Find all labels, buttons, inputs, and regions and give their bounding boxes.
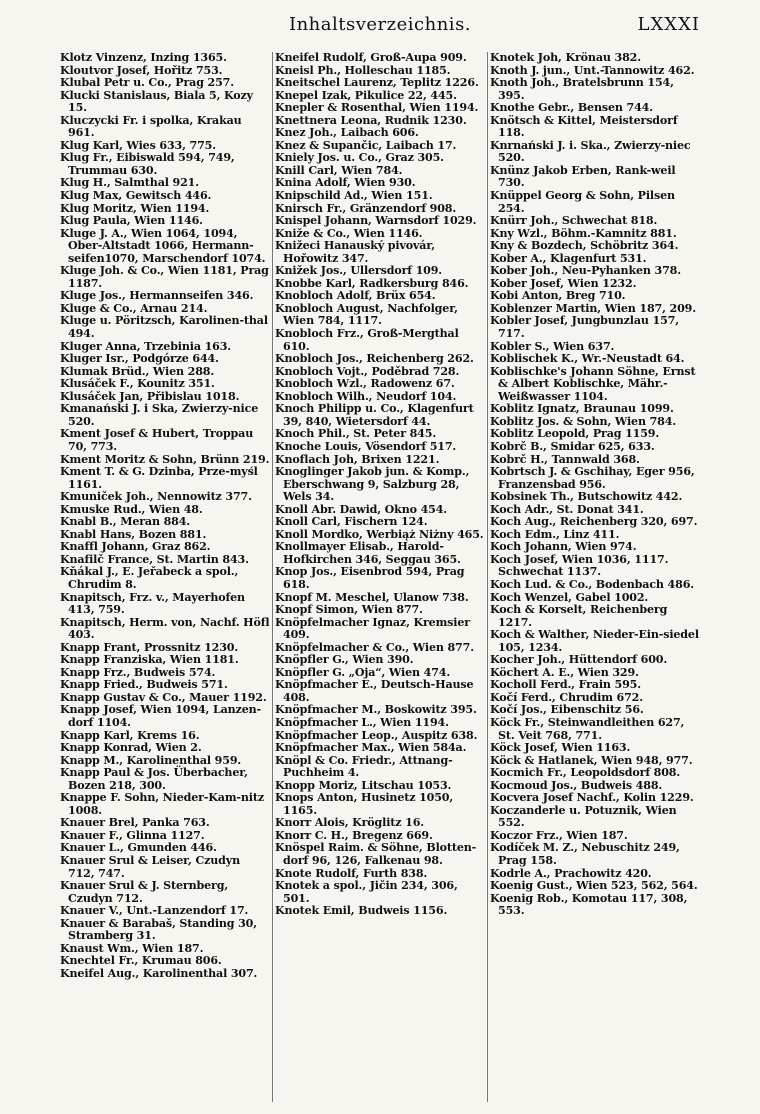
index-entry: Klusáček F., Kounitz 351.	[60, 377, 215, 391]
index-entry: Kneifel Aug., Karolinenthal 307.	[60, 966, 258, 980]
index-entry: Kneifel Rudolf, Groß-Aupa 909.	[275, 52, 467, 64]
index-column-2	[275, 52, 485, 1102]
index-entry: Koblitz Ignatz, Braunau 1099.	[490, 402, 674, 416]
index-entry: Klotz Vinzenz, Inzing 1365.	[60, 52, 227, 64]
index-entry: Knoch Philipp u. Co., Klagenfurt 39, 840, Wietersdorf 44.	[275, 402, 474, 428]
index-entry: Kluge J. A., Wien 1064, 1094, Ober-Altstadt 1066, Hermann-seifen1070, Marschendorf 1074.	[60, 226, 266, 265]
index-entry: Knapp Frant, Prossnitz 1230.	[60, 640, 239, 654]
index-entry: Knöpfmacher Max., Wien 584a.	[275, 741, 467, 755]
index-entry: Knote Rudolf, Furth 838.	[275, 866, 428, 880]
index-entry: Knauer V., Unt.-Lanzendorf 17.	[60, 904, 249, 918]
index-entry: Kluge Joh. & Co., Wien 1181, Prag 1187.	[60, 264, 269, 290]
index-entry: Kocmich Fr., Leopoldsdorf 808.	[490, 766, 681, 780]
index-entry: Knafilč France, St. Martin 843.	[60, 552, 249, 566]
index-entry: Knabl B., Meran 884.	[60, 515, 191, 529]
index-entry: Knoth J. jun., Unt.-Tannowitz 462.	[490, 63, 695, 77]
index-entry: Knoche Louis, Vösendorf 517.	[275, 439, 457, 453]
index-entry: Knapp Paul & Jos. Überbacher, Bozen 218, 300.	[60, 766, 248, 792]
index-entry: Knoll Carl, Fischern 124.	[275, 515, 428, 529]
index-entry: Knepler & Rosenthal, Wien 1194.	[275, 101, 479, 115]
index-entry: Kobrč H., Tannwald 368.	[490, 452, 640, 466]
index-entry: Koblischek K., Wr.-Neustadt 64.	[490, 352, 685, 366]
index-entry: Knapp Franziska, Wien 1181.	[60, 653, 239, 667]
index-entry: Kluge u. Pöritzsch, Karolinen-thal 494.	[60, 314, 268, 341]
index-entry: Knižeci Hanauský pivovár, Hořowitz 347.	[275, 239, 435, 265]
index-entry: Knobbe Karl, Radkersburg 846.	[275, 276, 469, 290]
index-entry: Knettnera Leona, Rudnik 1230.	[275, 113, 467, 127]
index-entry: Koczanderle u. Potuznik, Wien 552.	[490, 803, 677, 830]
index-entry: Knipschild Ad., Wien 151.	[275, 189, 433, 203]
index-entry: Knöpfelmacher & Co., Wien 877.	[275, 640, 474, 654]
index-entry: Knorr C. H., Bregenz 669.	[275, 828, 433, 842]
index-entry: Koch Johann, Wien 974.	[490, 540, 637, 554]
index-entry: Kobrč B., Smidar 625, 633.	[490, 439, 655, 453]
index-entry: Koch Wenzel, Gabel 1002.	[490, 590, 649, 604]
index-entry: Kobler Josef, Jungbunzlau 157, 717.	[490, 314, 679, 341]
index-entry: Knrnański J. i. Ska., Zwierzy-niec 520.	[490, 138, 691, 165]
index-entry: Kočí Jos., Eibenschitz 56.	[490, 703, 644, 717]
index-entry: Knispel Johann, Warnsdorf 1029.	[275, 214, 477, 228]
index-entry: Knapp Karl, Krems 16.	[60, 728, 200, 742]
index-entry: Knürr Joh., Schwechat 818.	[490, 214, 658, 228]
column-divider	[272, 52, 273, 1102]
index-entry: Kny Wzl., Böhm.-Kamnitz 881.	[490, 226, 677, 240]
page-header	[60, 14, 700, 40]
index-entry: Knapp Fried., Budweis 571.	[60, 678, 228, 692]
index-entry: Knižek Jos., Ullersdorf 109.	[275, 264, 443, 278]
index-entry: Koch Adr., St. Donat 341.	[490, 502, 644, 516]
index-entry: Kment T. & G. Dzinba, Prze-myśl 1161.	[60, 465, 258, 491]
index-entry: Kobi Anton, Breg 710.	[490, 289, 626, 303]
index-entry: Koczor Frz., Wien 187.	[490, 828, 628, 842]
index-entry: Kocher Joh., Hüttendorf 600.	[490, 653, 668, 667]
index-entry: Knops Anton, Husinetz 1050, 1165.	[275, 791, 454, 817]
index-entry: Knöpfmacher L., Wien 1194.	[275, 715, 449, 729]
index-entry: Koch Josef, Wien 1036, 1117. Schwechat 1137.	[490, 552, 669, 579]
index-entry: Knirsch Fr., Gränzendorf 908.	[275, 201, 457, 215]
index-entry: Knöpfelmacher Ignaz, Kremsier 409.	[275, 615, 470, 642]
index-entry: Kmanański J. i Ska, Zwierzy-nice 520.	[60, 402, 259, 428]
index-entry: Knauer F., Glinna 1127.	[60, 828, 205, 842]
index-entry: Koch Edm., Linz 411.	[490, 527, 620, 541]
index-entry: Knobloch Adolf, Brüx 654.	[275, 289, 436, 303]
index-entry: Kment Moritz & Sohn, Brünn 219.	[60, 452, 270, 466]
index-entry: Kmuske Rud., Wien 48.	[60, 502, 203, 516]
index-entry: Knotek Emil, Budweis 1156.	[275, 904, 448, 918]
index-entry: Kloutvor Josef, Hořitz 753.	[60, 63, 223, 77]
index-entry: Knopf Simon, Wien 877.	[275, 603, 423, 617]
index-entry: Knobloch Jos., Reichenberg 262.	[275, 352, 474, 366]
index-columns	[60, 52, 700, 1102]
index-entry: Kneitschel Laurenz, Teplitz 1226.	[275, 76, 479, 90]
index-entry: Knop Jos., Eisenbrod 594, Prag 618.	[275, 565, 465, 591]
index-entry: Knobloch August, Nachfolger, Wien 784, 1117.	[275, 301, 458, 328]
index-entry: Kocholl Ferd., Frain 595.	[490, 678, 641, 692]
index-entry: Knapp Josef, Wien 1094, Lanzen-dorf 1104.	[60, 703, 261, 729]
index-entry: Kočí Ferd., Chrudim 672.	[490, 690, 643, 704]
index-entry: Knabl Hans, Bozen 881.	[60, 527, 207, 541]
index-entry: Knapp Gustav & Co., Mauer 1192.	[60, 690, 267, 704]
index-entry: Knapitsch, Frz. v., Mayerhofen 413, 759.	[60, 590, 245, 617]
index-entry: Kmuniček Joh., Nennowitz 377.	[60, 490, 252, 504]
index-entry: Kodíček M. Z., Nebuschitz 249, Prag 158.	[490, 841, 680, 867]
index-entry: Knothe Gebr., Bensen 744.	[490, 101, 653, 115]
index-entry: Kniže & Co., Wien 1146.	[275, 226, 423, 240]
index-entry: Kodrle A., Prachowitz 420.	[490, 866, 652, 880]
index-entry: Kniely Jos. u. Co., Graz 305.	[275, 151, 444, 165]
index-entry: Kobsinek Th., Butschowitz 442.	[490, 490, 683, 504]
index-entry: Knöspel Raim. & Söhne, Blotten-dorf 96, 126, Falkenau 98.	[275, 841, 477, 867]
index-entry: Kober Josef, Wien 1232.	[490, 276, 637, 290]
index-entry: Knoll Abr. Dawid, Okno 454.	[275, 502, 448, 516]
index-entry: Klusáček Jan, Přibislau 1018.	[60, 389, 240, 403]
index-entry: Knobloch Frz., Groß-Mergthal 610.	[275, 327, 459, 353]
index-entry: Knauer L., Gmunden 446.	[60, 841, 217, 855]
index-entry: Knepel Izak, Pikulice 22, 445.	[275, 88, 457, 102]
index-entry: Koenig Gust., Wien 523, 562, 564.	[490, 879, 698, 893]
index-entry: Knopf M. Meschel, Ulanow 738.	[275, 590, 469, 604]
index-entry: Knöpfler G., Wien 390.	[275, 653, 414, 667]
index-entry: Koch Aug., Reichenberg 320, 697.	[490, 515, 698, 529]
index-entry: Köchert A. E., Wien 329.	[490, 665, 639, 679]
index-entry: Kober Joh., Neu-Pyhanken 378.	[490, 264, 681, 278]
index-entry: Kny & Bozdech, Schöbritz 364.	[490, 239, 679, 253]
index-entry: Kobrtsch J. & Gschihay, Eger 956, Franzensbad 956.	[490, 465, 695, 491]
index-entry: Klug Fr., Eibiswald 594, 749, Trummau 630.	[60, 151, 235, 177]
index-entry: Knapp M., Karolinenthal 959.	[60, 753, 242, 767]
index-entry: Klubal Petr u. Co., Prag 257.	[60, 76, 234, 90]
index-entry: Kluczycki Fr. i spolka, Krakau 961.	[60, 113, 242, 140]
index-entry: Kobler S., Wien 637.	[490, 339, 615, 353]
index-entry: Kluger Isr., Podgórze 644.	[60, 352, 219, 366]
index-entry: Kment Josef & Hubert, Troppau 70, 773.	[60, 427, 254, 453]
index-entry: Knappe F. Sohn, Nieder-Kam-nitz 1008.	[60, 791, 264, 817]
index-entry: Knotek Joh, Krönau 382.	[490, 52, 641, 64]
index-entry: Kluge Jos., Hermannseifen 346.	[60, 289, 254, 303]
index-entry: Knobloch Wilh., Neudorf 104.	[275, 389, 457, 403]
column-divider	[487, 52, 488, 1102]
index-entry: Knechtel Fr., Krumau 806.	[60, 954, 222, 968]
index-entry: Klug Karl, Wies 633, 775.	[60, 138, 216, 152]
index-entry: Klucki Stanislaus, Biala 5, Kozy 15.	[60, 88, 253, 115]
index-entry: Knoch Phil., St. Peter 845.	[275, 427, 437, 441]
index-entry: Klumak Brüd., Wien 288.	[60, 364, 215, 378]
index-entry: Koenig Rob., Komotau 117, 308, 553.	[490, 891, 688, 918]
index-entry: Klug Moritz, Wien 1194.	[60, 201, 210, 215]
index-entry: Koblenzer Martin, Wien 187, 209.	[490, 301, 696, 315]
index-entry: Knapp Frz., Budweis 574.	[60, 665, 216, 679]
index-entry: Köck & Hatlanek, Wien 948, 977.	[490, 753, 693, 767]
index-entry: Knaffl Johann, Graz 862.	[60, 540, 211, 554]
index-entry: Klug Paula, Wien 1146.	[60, 214, 203, 228]
index-entry: Knina Adolf, Wien 930.	[275, 176, 416, 190]
index-entry: Knauer Srul & J. Sternberg, Czudyn 712.	[60, 879, 229, 905]
index-entry: Knez Joh., Laibach 606.	[275, 126, 419, 140]
page-number: LXXXI	[637, 14, 700, 35]
index-entry: Knobloch Vojt., Poděbrad 728.	[275, 364, 460, 378]
index-entry: Knaust Wm., Wien 187.	[60, 941, 204, 955]
index-entry: Knoflach Joh, Brixen 1221.	[275, 452, 440, 466]
index-entry: Köck Josef, Wien 1163.	[490, 741, 631, 755]
index-entry: Kober A., Klagenfurt 531.	[490, 251, 647, 265]
index-entry: Knill Carl, Wien 784.	[275, 163, 403, 177]
index-entry: Knötsch & Kittel, Meistersdorf 118.	[490, 113, 678, 140]
index-entry: Klug Max, Gewitsch 446.	[60, 189, 212, 203]
index-entry: Knobloch Wzl., Radowenz 67.	[275, 377, 455, 391]
index-entry: Knapp Konrad, Wien 2.	[60, 741, 202, 755]
index-entry: Knopp Moriz, Litschau 1053.	[275, 778, 452, 792]
index-entry: Knöpfmacher E., Deutsch-Hause 408.	[275, 678, 474, 704]
index-entry: Koch & Walther, Nieder-Ein-siedel 105, 1234.	[490, 628, 699, 654]
index-entry: Knollmayer Elisab., Harold-Hofkirchen 346, Seggau 365.	[275, 540, 461, 566]
index-entry: Köck Fr., Steinwandleithen 627, St. Veit 768, 771.	[490, 715, 685, 742]
index-column-3	[490, 52, 700, 1102]
index-entry: Kluge & Co., Arnau 214.	[60, 301, 208, 315]
index-entry: Knauer & Barabaš, Standing 30, Stramberg 31.	[60, 916, 257, 943]
index-entry: Knünz Jakob Erben, Rank-weil 730.	[490, 163, 676, 190]
index-entry: Knapitsch, Herm. von, Nachf. Höfl 403.	[60, 615, 270, 642]
index-entry: Koch & Korselt, Reichenberg 1217.	[490, 603, 668, 629]
index-entry: Kocmoud Jos., Budweis 488.	[490, 778, 663, 792]
index-entry: Knauer Srul & Leiser, Czudyn 712, 747.	[60, 854, 241, 880]
index-entry: Knotek a spol., Jičin 234, 306, 501.	[275, 879, 458, 905]
index-entry: Knorr Alois, Kröglitz 16.	[275, 816, 424, 830]
index-entry: Knoth Joh., Bratelsbrunn 154, 395.	[490, 76, 674, 102]
index-entry: Kňákal J., E. Jeřabeck a spol., Chrudim 8.	[60, 565, 239, 591]
index-entry: Knöpfmacher M., Boskowitz 395.	[275, 703, 477, 717]
index-entry: Knöpfmacher Leop., Auspitz 638.	[275, 728, 478, 742]
index-entry: Kluger Anna, Trzebinia 163.	[60, 339, 232, 353]
index-entry: Knoglinger Jakob jun. & Komp., Eberschwang 9, Salzburg 28, Wels 34.	[275, 465, 470, 504]
index-entry: Knez & Supančic, Laibach 17.	[275, 138, 457, 152]
index-entry: Koblitz Jos. & Sohn, Wien 784.	[490, 414, 677, 428]
index-entry: Kocvera Josef Nachf., Kolin 1229.	[490, 791, 694, 805]
index-entry: Koblischke's Johann Söhne, Ernst & Albert Koblischke, Mähr.-Weißwasser 1104.	[490, 364, 696, 403]
index-entry: Knauer Brel, Panka 763.	[60, 816, 210, 830]
index-entry: Kneisl Ph., Holleschau 1185.	[275, 63, 451, 77]
index-entry: Knöpl & Co. Friedr., Attnang-Puchheim 4.	[275, 753, 453, 780]
index-entry: Knöpfler G. „Oja“, Wien 474.	[275, 665, 451, 679]
index-column-1	[60, 52, 270, 1102]
page-title: Inhaltsverzeichnis.	[288, 14, 472, 35]
index-entry: Knüppel Georg & Sohn, Pilsen 254.	[490, 189, 675, 215]
index-entry: Koblitz Leopold, Prag 1159.	[490, 427, 660, 441]
index-entry: Knoll Mordko, Werbiąż Niżny 465.	[275, 527, 484, 541]
index-entry: Klug H., Salmthal 921.	[60, 176, 199, 190]
index-entry: Koch Lud. & Co., Bodenbach 486.	[490, 577, 694, 591]
